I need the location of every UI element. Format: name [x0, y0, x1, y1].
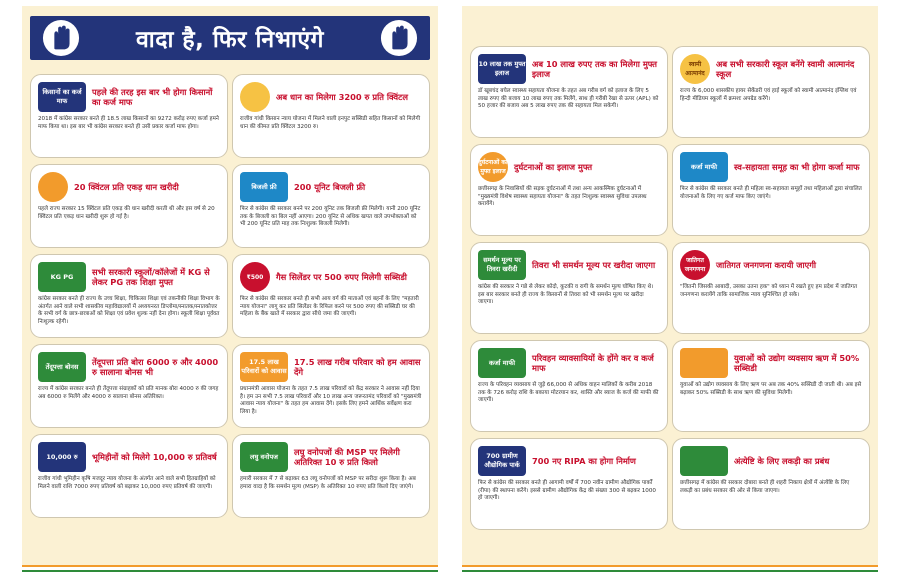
promise-heading: गैस सिलेंडर पर 500 रुपए मिलेगी सब्सिडी — [276, 271, 407, 282]
promise-description: प्रधानमंत्री आवास योजना के तहत 7.5 लाख परिवारों को केंद्र सरकार ने आवास नहीं दिया है। हम उन सभी 7.5 लाख परिवारों और 10 लाख अन्य जरूरतमंद परिवारों को "मुख्यमंत्री आवास न्याय योजना" के तहत हम आवास देंगे। इसके लिए हमने आर्थिक सर्वेक्षण करा लिया है। — [240, 386, 422, 415]
promise-description: फिर से कांग्रेस की सरकार बनते ही महिला स्व-सहायता समूहों तथा महिलाओं द्वारा संचालित योजनाओं के लिए गए कर्ज माफ किए जाएंगे। — [680, 186, 862, 200]
accident-treatment-icon: दुर्घटनाओं का मुफ्त इलाज — [478, 152, 508, 182]
atmanand-school-icon: स्वामी आत्मानंद — [680, 54, 710, 84]
congress-hand-icon — [42, 19, 80, 57]
promise-heading: पहले की तरह इस बार भी होगा किसानों का कर्ज माफ — [92, 86, 213, 107]
page-title: वादा है, फिर निभाएंगे — [135, 27, 324, 53]
caste-census-icon: जातिगत जनगणना — [680, 250, 710, 280]
tricolor-stripe — [22, 565, 438, 572]
promise-description: राज्य के 6,000 शासकीय हायर सेकेंडरी एवं हाई स्कूलों को स्वामी आत्मानंद इंग्लिश एवं हिन्दी मीडियम स्कूलों में क्रमशः अपग्रेड करेंगे। — [680, 88, 857, 102]
promise-card — [672, 340, 870, 432]
promise-description: युवाओं को उद्योग व्यवसाय के लिए ऋण पर अब तक 40% सब्सिडी दी जाती थी। अब इसे बढ़ाकर 50% सब्सिडी के साथ ऋण की सुविधा मिलेगी। — [680, 382, 862, 396]
promise-card — [470, 340, 668, 432]
promise-card — [30, 254, 228, 338]
kg-to-pg-icon: KG PG — [38, 262, 86, 292]
free-electricity-icon: बिजली फ्री — [240, 172, 288, 202]
promise-description: कांग्रेस सरकार बनते ही राज्य के उच्च शिक्षा, चिकित्सा शिक्षा एवं तकनीकी शिक्षा विभाग के अंतर्गत आने वाले सभी शासकीय महाविद्यालयों में अध्ययनरत डिप्लोमा/स्नातक/स्नातकोत्तर के सभी वर्ग के छात्र-छात्राओं को शिक्षा एवं प्रवेश शुल्क नहीं देना होगा। स्कूली शिक्षा पूर्ववत निःशुल्क रहेगी। — [38, 296, 220, 325]
promise-description: कांग्रेस की सरकार ने गन्ने से लेकर कोदो, कुटकी व रागी के समर्थन मूल्य घोषित किए थे। इस बार सरकार बनते ही राज्य के किसानों से तिवरा को भी समर्थन मूल्य पर खरीदा जाएगा। — [478, 284, 654, 306]
congress-hand-icon — [380, 19, 418, 57]
promise-description: राज्य के परिवहन व्यवसाय से जुड़े 66,000 से अधिक वाहन मालिकों के करीब 2018 तक के 726 करोड़ राशि के बकाया मोटरयान कर, शास्ति और ब्याज के कर्ज की माफी की जाएगी। — [478, 382, 659, 404]
farmer-loan-waiver-icon: किसानों का कर्ज माफ — [38, 82, 86, 112]
ripa-icon: 700 ग्रामीण औद्योगिक पार्क — [478, 446, 526, 476]
promise-card — [470, 438, 668, 530]
header-banner — [30, 16, 430, 60]
promise-heading: 200 यूनिट बिजली फ्री — [294, 181, 366, 192]
promise-description: राजीव गांधी भूमिहीन कृषि मजदूर न्याय योजना के अंतर्गत आने वाले सभी हितग्राहियों को मिलने वाली राशि 7000 रुपए प्रतिवर्ष को बढ़ाकर 10,000 रुपए प्रतिवर्ष की जाएगी। — [38, 476, 216, 490]
promise-heading: 700 नए RIPA का होगा निर्माण — [532, 455, 636, 466]
promise-description: डॉ खूबचंद बघेल स्वास्थ्य सहायता योजना के तहत अब गरीब वर्ग को इलाज के लिए 5 लाख रुपए की बजाय 10 लाख रुपए तक मिलेंगे, साथ ही गरीबी रेखा से ऊपर (APL) को 50 हजार की बजाय अब 5 लाख रुपए तक की सहायता मिल सकेगी। — [478, 88, 659, 110]
promise-heading: तेंदूपत्ता प्रति बोरा 6000 रु और 4000 रु सालाना बोनस भी — [92, 356, 219, 377]
cremation-wood-icon — [680, 446, 728, 476]
promise-description: पहले राज्य सरकार 15 क्विंटल प्रति एकड़ की धान खरीदी करती थी और इस वर्ष से 20 क्विंटल प्रति एकड़ धान खरीदी शुरू हो गई है। — [38, 206, 215, 220]
promise-card — [232, 254, 430, 338]
promise-description: छत्तीसगढ़ में कांग्रेस की सरकार दोबारा बनते ही शहरी निकाय क्षेत्रों में अंत्येष्टि के लिए लकड़ी का प्रबंध सरकार की ओर से किया जाएगा। — [680, 480, 850, 494]
promise-card — [470, 242, 668, 334]
promise-description: "जितनी जिसकी आबादी, उसका उतना हक" को ध्यान में रखते हुए हम प्रदेश में जातिगत जनगणना करायेंगे ताकि सामाजिक न्याय सुनिश्चित हो सके। — [680, 284, 858, 298]
promise-card — [232, 74, 430, 158]
industry-gears-icon — [680, 348, 728, 378]
promise-card — [30, 164, 228, 248]
self-help-group-icon: कर्जा माफी — [680, 152, 728, 182]
promise-heading: जातिगत जनगणना करायी जाएगी — [716, 259, 817, 270]
promise-card — [30, 74, 228, 158]
promise-card — [30, 344, 228, 428]
gas-cylinder-icon: ₹500 — [240, 262, 270, 292]
promise-heading: अंत्येष्टि के लिए लकड़ी का प्रबंध — [734, 455, 830, 466]
promise-description: हमारी सरकार में 7 से बढ़ाकर 63 लघु वनोपजों को MSP पर सरीदा शुरू किया है। अब हमारा वादा है कि समर्थन मूल्य (MSP) के अतिरिक्त 10 रुपए प्रति किलो दिए जाएंगे। — [240, 476, 416, 490]
promise-card — [672, 144, 870, 236]
tendu-leaf-bonus-icon: तेंदूपत्ता बोनस — [38, 352, 86, 382]
promise-heading: युवाओं को उद्योग व्यवसाय ऋण में 50% सब्सिडी — [734, 352, 860, 373]
promise-card — [30, 434, 228, 518]
farmer-face-icon — [240, 82, 270, 112]
house-icon: 17.5 लाख परिवारों को आवास — [240, 352, 288, 382]
left-page — [22, 6, 438, 572]
promise-heading: परिवहन व्यावसायियों के होंगे कर व कर्ज माफ — [532, 352, 654, 373]
promise-heading: अब धान का मिलेगा 3200 रु प्रति क्विंटल — [276, 91, 408, 102]
promise-card — [470, 46, 668, 138]
promise-description: 2018 में कांग्रेस सरकार बनते ही 18.5 लाख किसानों का 9272 करोड़ रुपए कर्जा हमने माफ किया था। इस बार भी कांग्रेस सरकार बनते ही उसी प्रकार कर्जा माफ होगा। — [38, 116, 219, 130]
promise-description: राज्य में कांग्रेस सरकार बनते ही तेंदूपत्ता संग्राहकों को प्रति मानक बोरा 4000 रु की जगह अब 6000 रु मिलेंगे और 4000 रु सालाना बोनस अतिरिक्त। — [38, 386, 219, 400]
promise-description: छत्तीसगढ़ के निवासियों की सड़क दुर्घटनाओं में तथा अन्य आकस्मिक दुर्घटनाओं में "मुख्यमंत्री विशेष स्वास्थ्य सहायता योजना" के तहत निःशुल्क स्वास्थ्य सुविधा उपलब्ध करायेंगे। — [478, 186, 647, 208]
promise-heading: भूमिहीनों को मिलेगे 10,000 रु प्रतिवर्ष — [92, 451, 217, 462]
promise-card — [672, 242, 870, 334]
promise-description: राजीव गांधी किसान न्याय योजना में मिलने वाली इनपुट सब्सिडी सहित किसानों को मिलेगी धान की कीमत प्रति क्विंटल 3200 रु। — [240, 116, 421, 130]
promise-heading: सभी सरकारी स्कूलों/कॉलेजों में KG से लेकर PG तक शिक्षा मुफ्त — [92, 266, 210, 287]
promise-card — [672, 438, 870, 530]
promise-card — [672, 46, 870, 138]
promise-heading: स्व-सहायता समूह का भी होगा कर्जा माफ — [734, 161, 860, 172]
right-page — [462, 6, 878, 572]
paddy-grain-icon — [38, 172, 68, 202]
promise-heading: अब 10 लाख रुपए तक का मिलेगा मुफ्त इलाज — [532, 58, 658, 79]
promise-heading: तिवरा भी समर्थन मूल्य पर खरीदा जाएगा — [532, 259, 656, 270]
forest-produce-icon: लघु वनोपज — [240, 442, 288, 472]
promise-description: फिर से कांग्रेस की सरकार बनते ही सभी आय वर्ग की माताओं एवं बहनों के लिए "महतारी न्याय योजना" लागू कर प्रति सिलेंडर के रिफिल करने पर 500 रुपए की सब्सिडी घर की महिला के बैंक खाते में सरकार द्वारा सीधे जमा की जाएगी। — [240, 296, 419, 318]
promise-heading: 17.5 लाख गरीब परिवार को हम आवास देंगे — [294, 356, 421, 377]
promise-heading: लघु वनोपजों की MSP पर मिलेगी अतिरिक्त 10 रु प्रति किलो — [294, 446, 400, 467]
support-price-icon: समर्थन मूल्य पर तिवरा खरीदी — [478, 250, 526, 280]
promise-heading: दुर्घटनाओं का इलाज मुफ्त — [514, 161, 593, 172]
free-treatment-icon: 10 लाख तक मुफ्त इलाज — [478, 54, 526, 84]
transport-loan-icon: कर्जा माफी — [478, 348, 526, 378]
landless-labour-icon: 10,000 रु — [38, 442, 86, 472]
promise-description: फिर से कांग्रेस की सरकार बनने पर 200 यूनिट तक बिजली फ्री मिलेगी। यानी 200 यूनिट तक के बिजली का बिल नहीं आएगा। 200 यूनिट से अधिक खपत वाले उपभोक्ताओं को भी 200 यूनिट प्रति माह तक निःशुल्क बिजली मिलेगी। — [240, 206, 421, 228]
promise-card — [232, 344, 430, 428]
promise-card — [470, 144, 668, 236]
promise-heading: 20 क्विंटल प्रति एकड़ धान खरीदी — [74, 181, 179, 192]
promise-card — [232, 434, 430, 518]
promise-description: फिर से कांग्रेस की सरकार बनते ही आगामी वर्षों में 700 नवीन ग्रामीण औद्योगिक पार्कों (रीपा) की स्थापना करेंगे। इससे ग्रामीण औद्योगिक केंद्र की संख्या 300 से बढ़कर 1000 हो जाएगी। — [478, 480, 656, 502]
promise-card — [232, 164, 430, 248]
promise-heading: अब सभी सरकारी स्कूल बनेंगे स्वामी आत्मानंद स्कूल — [716, 58, 855, 79]
tricolor-stripe — [462, 565, 878, 572]
